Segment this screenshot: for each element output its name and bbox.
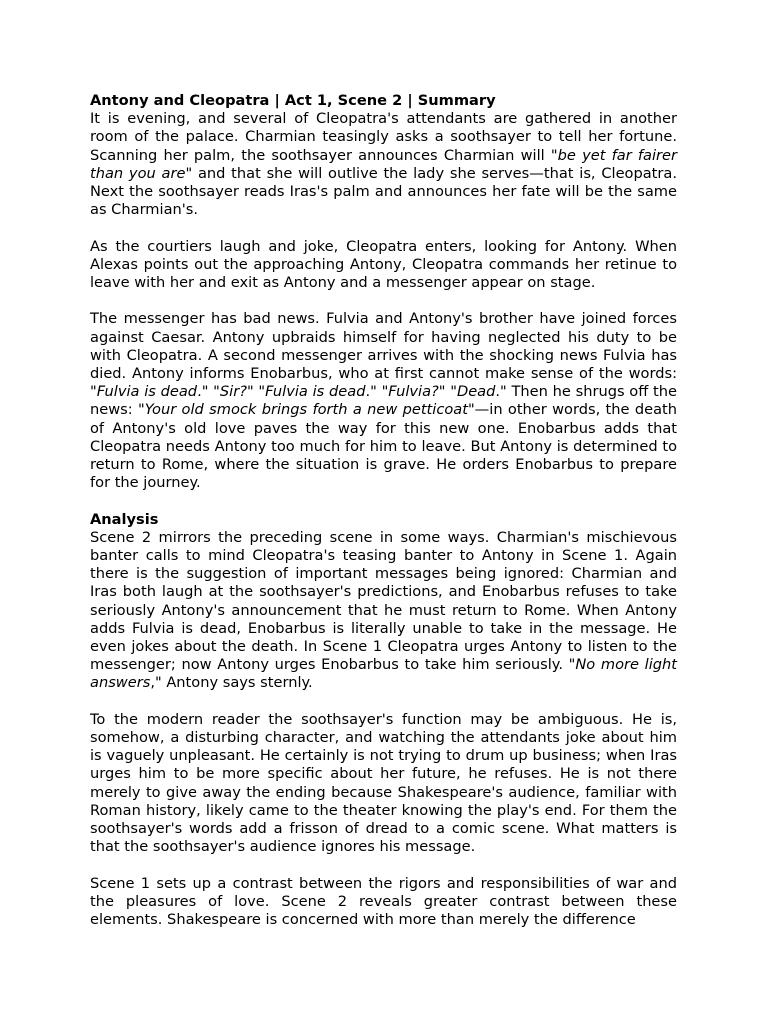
analysis-paragraph xyxy=(90,875,677,930)
quoted-text: No more light answers xyxy=(90,656,678,692)
quoted-text: Fulvia? xyxy=(388,383,439,401)
summary-section xyxy=(90,110,677,492)
quoted-text: be yet far fairer than you are xyxy=(90,146,678,182)
summary-paragraph xyxy=(90,110,677,219)
document-page xyxy=(90,92,677,947)
paragraph-text: To the modern reader the soothsayer's function may be ambiguous. He is, somehow, a disturbing character, and watching the attendants joke about him is vaguely unpleasant. He certainly is not trying to drum up business; when Iras urges him to be more specific about her future, he refuses. He is not there merely to give away the ending because Shakespeare's audience, familiar with Roman history, likely came to the theater knowing the play's end. For them the soothsayer's words add a frisson of dread to a comic scene. What matters is that the soothsayer's audience ignores his message. xyxy=(90,710,677,856)
paragraph-text: ." Then he shrugs off the news: " xyxy=(90,383,677,419)
paragraph-text: " " xyxy=(438,383,457,401)
paragraph-text: ." " xyxy=(197,383,220,401)
quoted-text: Your old smock brings forth a new petticoat xyxy=(144,401,468,419)
quoted-text: Fulvia is dead xyxy=(96,383,198,401)
paragraph-text: " and that she will outlive the lady she serves—that is, Cleopatra. Next the soothsayer reads Iras's palm and announces her fate will be the same as Charmian's. xyxy=(90,164,677,219)
summary-paragraph xyxy=(90,310,677,492)
paragraph-text: ," Antony says sternly. xyxy=(150,674,313,692)
paragraph-text: As the courtiers laugh and joke, Cleopatra enters, looking for Antony. When Alexas points out the approaching Antony, Cleopatra commands her retinue to leave with her and exit as Antony and a messenger appear on stage. xyxy=(90,237,677,292)
paragraph-text: " " xyxy=(246,383,266,401)
analysis-heading: Analysis xyxy=(90,510,159,528)
quoted-text: Fulvia is dead xyxy=(265,383,366,401)
analysis-paragraph xyxy=(90,529,677,693)
quoted-text: Sir? xyxy=(219,383,247,401)
paragraph-text: Scene 1 sets up a contrast between the rigors and responsibilities of war and the pleasures of love. Scene 2 reveals greater contrast between these elements. Shakespeare is concerned with more than merely the difference xyxy=(90,874,677,929)
analysis-paragraph xyxy=(90,711,677,857)
paragraph-text: "—in other words, the death of Antony's old love paves the way for this new one. Enobarbus adds that Cleopatra needs Antony too much for him to leave. But Antony is determined to return to Rome, where the situation is grave. He orders Enobarbus to prepare for the journey. xyxy=(90,401,677,492)
paragraph-text: It is evening, and several of Cleopatra's attendants are gathered in another room of the palace. Charmian teasingly asks a soothsayer to tell her fortune. Scanning her palm, the soothsayer announces Charmian will " xyxy=(90,110,677,164)
paragraph-text: Scene 2 mirrors the preceding scene in some ways. Charmian's mischievous banter calls to mind Cleopatra's teasing banter to Antony in Scene 1. Again there is the suggestion of important messages being ignored: Charmian and Iras both laugh at the soothsayer's predictions, and Enobarbus refuses to take seriously Antony's announcement that he must return to Rome. When Antony adds Fulvia is dead, Enobarbus is literally unable to take in the message. He even jokes about the death. In Scene 1 Cleopatra urges Antony to listen to the messenger; now Antony urges Enobarbus to take him seriously. " xyxy=(90,528,677,674)
summary-paragraph xyxy=(90,238,677,293)
paragraph-text: The messenger has bad news. Fulvia and Antony's brother have joined forces against Caesar. Antony upbraids himself for having neglected his duty to be with Cleopatra. A second messenger arrives with the shocking news Fulvia has died. Antony informs Enobarbus, who at first cannot make sense of the words: " xyxy=(90,310,677,401)
analysis-section xyxy=(90,529,677,929)
document-title: Antony and Cleopatra | Act 1, Scene 2 | Summary xyxy=(90,92,496,109)
paragraph-text: ." " xyxy=(365,383,389,401)
quoted-text: Dead xyxy=(456,383,496,401)
